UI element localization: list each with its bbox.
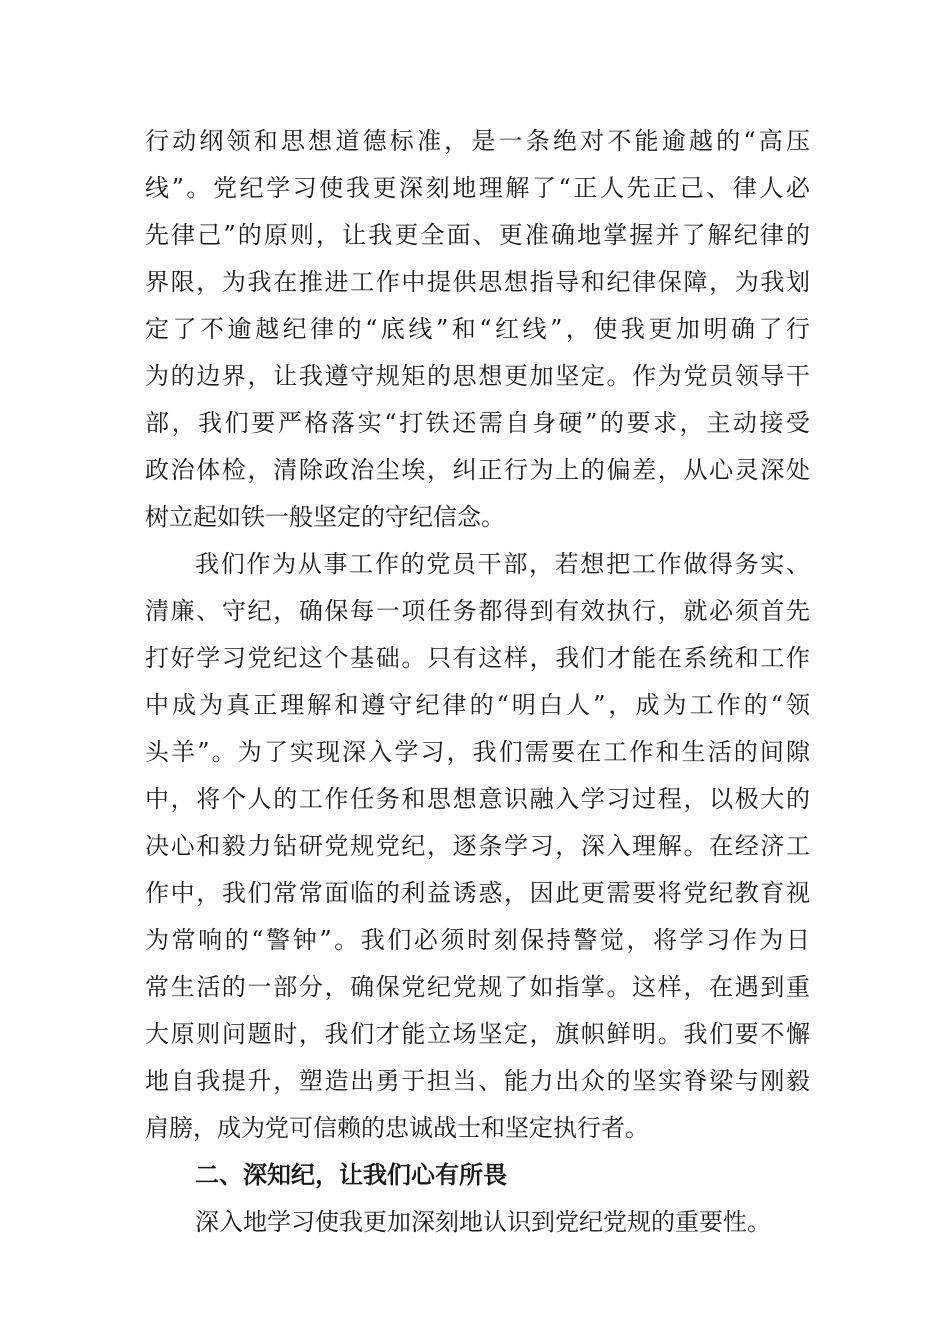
text-line: 打好学习党纪这个基础。只有这样，我们才能在系统和工作 [145, 644, 810, 672]
text-line: 为常响的“警钟”。我们必须时刻保持警觉，将学习作为日 [145, 926, 810, 954]
text-line: 头羊”。为了实现深入学习，我们需要在工作和生活的间隙 [145, 738, 810, 766]
paragraph-1 [145, 118, 810, 541]
text-line: 肩膀，成为党可信赖的忠诚战士和坚定执行者。 [145, 1114, 649, 1142]
text-line: 作中，我们常常面临的利益诱惑，因此更需要将党纪教育视 [145, 879, 810, 907]
text-line: 大原则问题时，我们才能立场坚定，旗帜鲜明。我们要不懈 [145, 1020, 810, 1048]
text-line: 定了不逾越纪律的“底线”和“红线”，使我更加明确了行 [145, 315, 810, 343]
text-line: 行动纲领和思想道德标准，是一条绝对不能逾越的“高压 [145, 127, 810, 155]
paragraph-3 [145, 1199, 810, 1246]
section-heading: 二、深知纪，让我们心有所畏 [195, 1161, 507, 1189]
document-body [145, 118, 810, 1246]
text-line: 中成为真正理解和遵守纪律的“明白人”，成为工作的“领 [145, 691, 810, 719]
text-line: 深入地学习使我更加深刻地认识到党纪党规的重要性。 [195, 1208, 771, 1236]
text-line: 线”。党纪学习使我更深刻地理解了“正人先正己、律人必 [145, 174, 810, 202]
text-line: 先律己”的原则，让我更全面、更准确地掌握并了解纪律的 [145, 221, 810, 249]
text-line: 树立起如铁一般坚定的守纪信念。 [145, 503, 505, 531]
text-line: 常生活的一部分，确保党纪党规了如指掌。这样，在遇到重 [145, 973, 810, 1001]
text-line: 部，我们要严格落实“打铁还需自身硬”的要求，主动接受 [145, 409, 810, 437]
text-line: 决心和毅力钻研党规党纪，逐条学习，深入理解。在经济工 [145, 832, 810, 860]
text-line: 地自我提升，塑造出勇于担当、能力出众的坚实脊梁与刚毅 [145, 1067, 810, 1095]
text-line: 政治体检，清除政治尘埃，纠正行为上的偏差，从心灵深处 [145, 456, 810, 484]
text-line: 我们作为从事工作的党员干部，若想把工作做得务实、 [195, 550, 810, 578]
paragraph-2 [145, 541, 810, 1152]
text-line: 清廉、守纪，确保每一项任务都得到有效执行，就必须首先 [145, 597, 810, 625]
text-line: 中，将个人的工作任务和思想意识融入学习过程，以极大的 [145, 785, 810, 813]
text-line: 为的边界，让我遵守规矩的思想更加坚定。作为党员领导干 [145, 362, 810, 390]
text-line: 界限，为我在推进工作中提供思想指导和纪律保障，为我划 [145, 268, 810, 296]
